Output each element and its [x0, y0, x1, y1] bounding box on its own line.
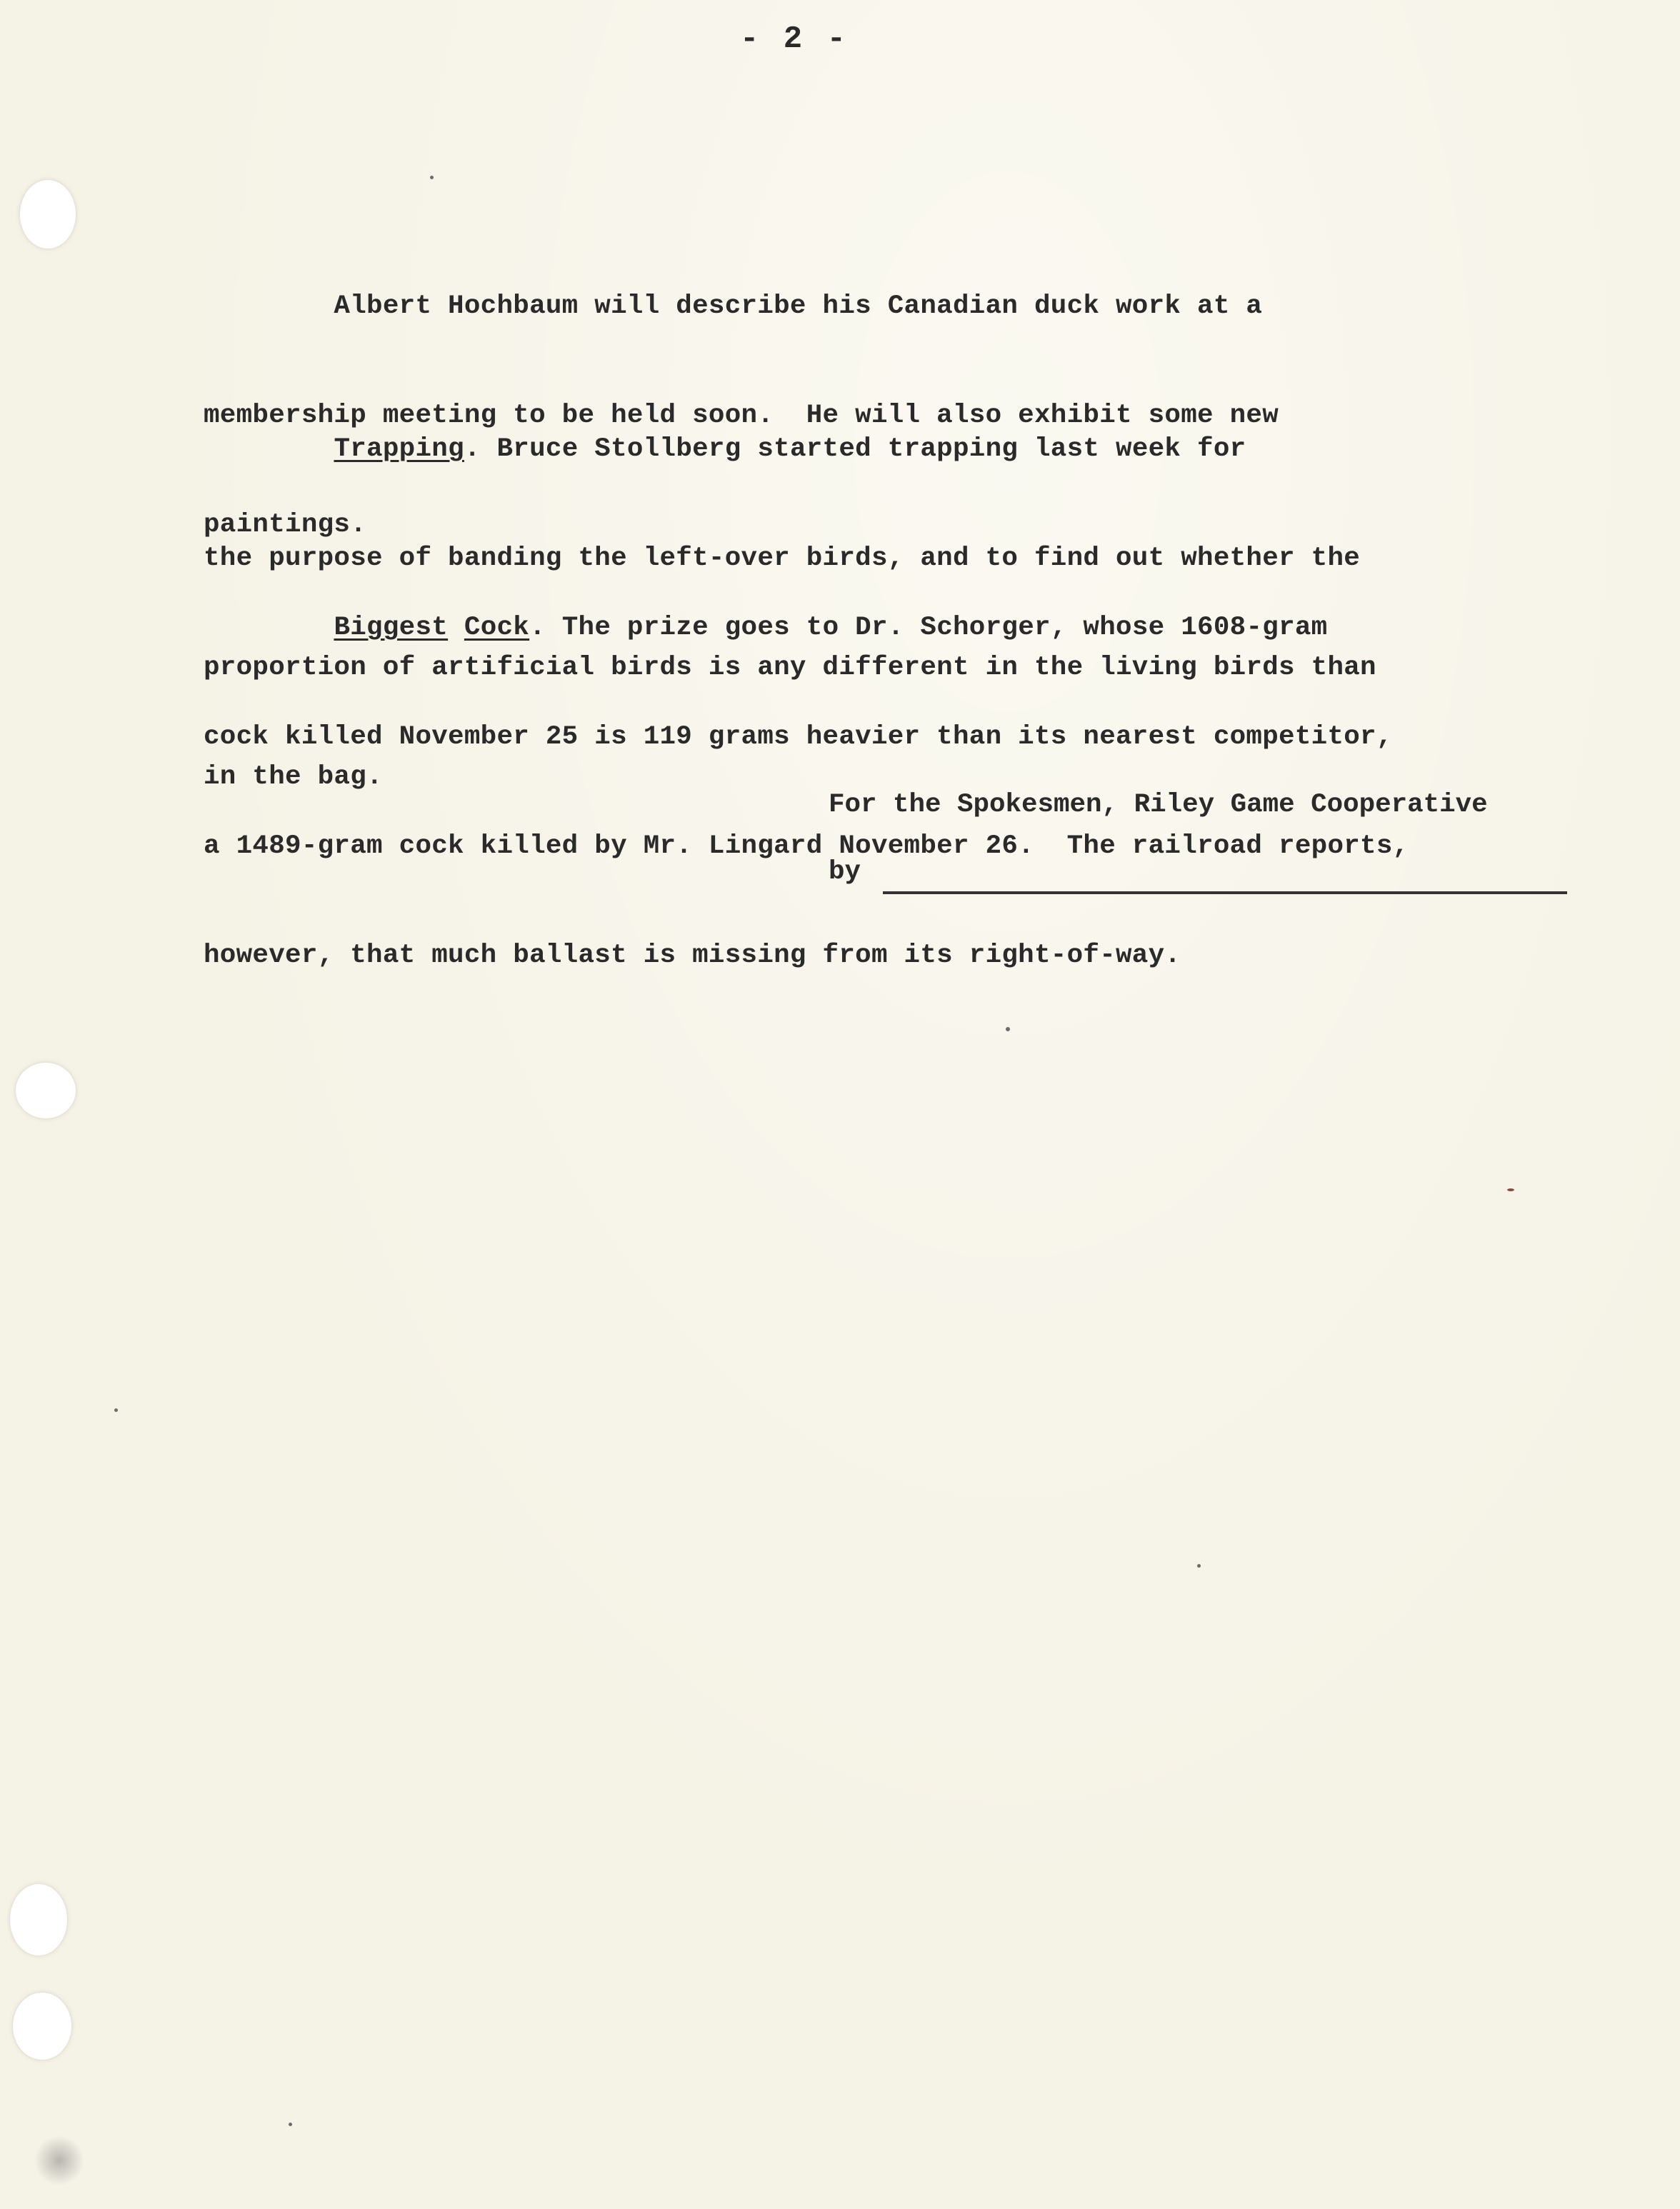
signature-row — [829, 857, 1571, 900]
text-line — [204, 431, 1376, 468]
paper-speck — [1197, 1564, 1201, 1568]
text-line: Albert Hochbaum will describe his Canadian duck work at a — [204, 291, 1263, 321]
section-heading-cock: Cock — [464, 613, 530, 643]
text-line: paintings. — [204, 510, 367, 540]
text-line: the purpose of banding the left-over birds, and to find out whether the — [204, 544, 1361, 573]
paper-speck — [114, 1408, 118, 1412]
punch-hole — [16, 1063, 76, 1118]
paper-speck — [289, 2123, 292, 2126]
section-heading-trapping: Trapping — [334, 434, 464, 464]
text-run: . The prize goes to Dr. Schorger, whose 1608-gram — [529, 613, 1328, 643]
paper-speck — [1507, 1188, 1514, 1191]
smudge — [34, 2135, 84, 2185]
punch-hole — [13, 1993, 71, 2060]
signature-line — [883, 891, 1567, 894]
section-heading-biggest: Biggest — [334, 613, 449, 643]
page-number: - 2 - — [740, 21, 849, 57]
paper-speck — [1006, 1027, 1010, 1031]
by-label: by — [829, 857, 861, 887]
punch-hole — [10, 1884, 67, 1955]
paper-speck — [430, 176, 434, 179]
text-run: . Bruce Stollberg started trapping last week for — [464, 434, 1246, 464]
punch-hole — [20, 180, 76, 249]
text-line: however, that much ballast is missing from its right-of-way. — [204, 941, 1181, 971]
indent — [204, 434, 334, 464]
text-line — [204, 610, 1409, 646]
text-line: membership meeting to be held soon. He will also exhibit some new — [204, 401, 1279, 431]
text-line: in the bag. — [204, 762, 383, 792]
text-line: proportion of artificial birds is any different in the living birds than — [204, 653, 1376, 683]
indent — [204, 613, 334, 643]
text-line: cock killed November 25 is 119 grams heavier than its nearest competitor, — [204, 722, 1393, 752]
text-line: a 1489-gram cock killed by Mr. Lingard November 26. The railroad reports, — [204, 831, 1409, 861]
signoff: For the Spokesmen, Riley Game Cooperative — [829, 790, 1488, 820]
